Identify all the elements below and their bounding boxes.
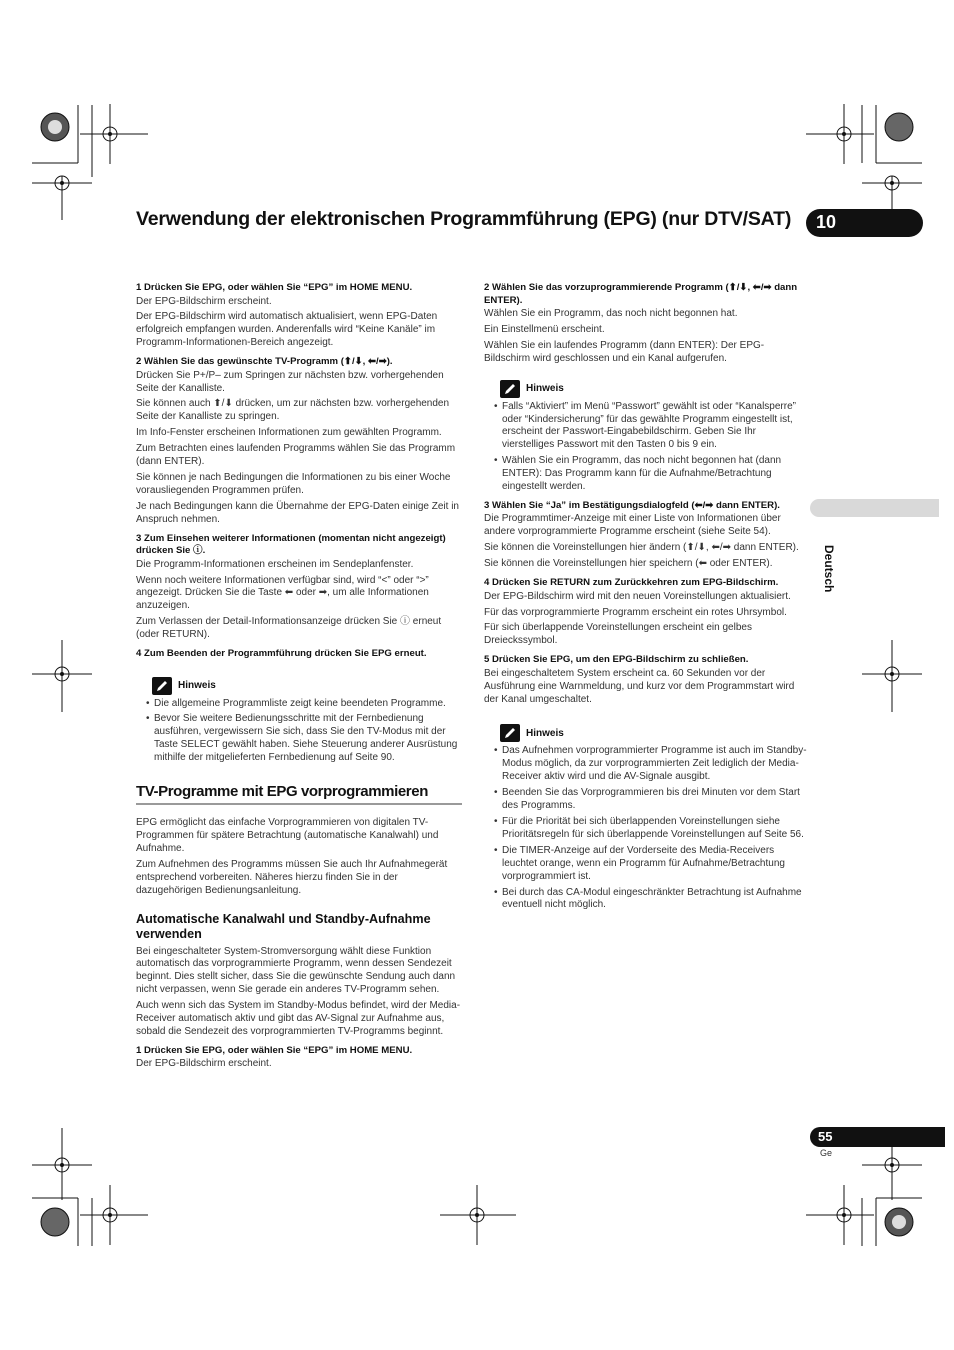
paragraph: Wählen Sie ein laufendes Programm (dann ENTER): Der EPG-Bildschirm wird geschlossen und ein Kanal aufgerufen. [484, 339, 765, 364]
paragraph: Wählen Sie ein Programm, das noch nicht begonnen hat. [484, 308, 738, 319]
section-title: TV-Programme mit EPG vorprogrammieren [136, 783, 462, 805]
paragraph: Der EPG-Bildschirm wird automatisch aktualisiert, wenn EPG-Daten erfolgreich empfangen wurden. Anderenfalls wird “Keine Kanäle” im Programm-Informationen-Bereich angezeigt. [136, 311, 438, 349]
step-2-right: 2 Wählen Sie das vorzuprogrammierende Programm (⬆/⬇, ⬅/➡ dann ENTER). [484, 282, 798, 306]
language-label: Deutsch [822, 545, 836, 593]
page-number-badge [810, 1127, 945, 1147]
hint-item: • Die TIMER-Anzeige auf der Vorderseite des Media-Receivers leuchtet orange, wenn ein Programm für Aufnahme/Betrachtung vorprogrammiert ist. [484, 845, 807, 884]
pencil-note-icon [152, 677, 172, 695]
hint-item: • Für die Priorität bei sich überlappenden Voreinstellungen siehe Prioritätsregeln für sich überlappende Voreinstellungen auf Seite 56. [484, 816, 807, 842]
paragraph: Auch wenn sich das System im Standby-Modus befindet, wird der Media-Receiver automatisch aktiv und gibt das AV-Signal zur Aufnahme aus, sobald die Sendezeit des vorprogrammierten TV-Programms beginnt. [136, 1000, 461, 1037]
step-4-right: 4 Drücken Sie RETURN zum Zurückkehren zum EPG-Bildschirm. [484, 577, 779, 589]
left-column [136, 282, 462, 1074]
paragraph: Zum Verlassen der Detail-Informationsanzeige drücken Sie ⓘ erneut (oder RETURN). [136, 616, 442, 641]
hint-header [500, 380, 807, 398]
step-5-right: 5 Drücken Sie EPG, um den EPG-Bildschirm zu schließen. [484, 654, 749, 666]
step-1: 1 Drücken Sie EPG, oder wählen Sie “EPG” im HOME MENU. [136, 282, 413, 293]
paragraph: Sie können die Voreinstellungen hier ändern (⬆/⬇, ⬅/➡ dann ENTER). [484, 542, 799, 554]
paragraph: Je nach Bedingungen kann die Übernahme der EPG-Daten einige Zeit in Anspruch nehmen. [136, 500, 459, 525]
hint-item: • Wählen Sie ein Programm, das noch nicht begonnen hat (dann ENTER): Das Programm kann für die Aufnahme/Betrachtung eingestellt werden. [484, 455, 807, 494]
paragraph: Ein Einstellmenü erscheint. [484, 323, 605, 335]
hint-label: Hinweis [526, 727, 564, 739]
paragraph: Wenn noch weitere Informationen verfügbar sind, wird “<” oder “>” angezeigt. Drücken Sie die Taste ⬅ oder ➡, um alle Informationen anzuzeigen. [136, 574, 429, 612]
paragraph: Für sich überlappende Voreinstellungen erscheint ein gelbes Dreieckssymbol. [484, 622, 752, 647]
hint-item: • Falls “Aktiviert” im Menü “Passwort” gewählt ist oder “Kanalsperre” oder “Kindersicherung” für das gewählte Programm eingestellt ist, erscheint der Passwort-Eingabebildschirm. Geben Sie Ihr vierstelliges Passwort mit den Tasten 0 bis 9 ein. [484, 401, 807, 453]
paragraph: Der EPG-Bildschirm wird mit den neuen Voreinstellungen aktualisiert. [484, 590, 791, 602]
hint-item: • Bevor Sie weitere Bedienungsschritte mit der Fernbedienung ausführen, vergewissern Sie sich, dass Sie den TV-Modus mit der Taste SELECT gewählt haben. Siehe Steuerung anderer Ausrüstung mithilfe der mitgelieferten Fernbedienung auf Seite 90. [136, 713, 462, 765]
paragraph: Die Programmtimer-Anzeige mit einer Liste von Informationen über andere vorprogrammierte Programme erscheint (siehe Seite 54). [484, 513, 781, 538]
header-title: Verwendung der elektronischen Programmführung (EPG) (nur DTV/SAT) [136, 208, 792, 230]
hint-label: Hinweis [526, 383, 564, 395]
chapter-badge [806, 209, 923, 237]
paragraph: Drücken Sie P+/P– zum Springen zur nächsten bzw. vorhergehenden Seite der Kanalliste. [136, 369, 444, 394]
paragraph: Bei eingeschaltetem System erscheint ca. 60 Sekunden vor der Ausführung eine Warnmeldung, und kurz vor dem Programmstart wird der Kanal umgeschaltet. [484, 667, 795, 705]
paragraph: Der EPG-Bildschirm erscheint. [136, 295, 272, 307]
hint-header [152, 677, 462, 695]
paragraph: Die Programm-Informationen erscheinen im Sendeplanfenster. [136, 558, 414, 570]
step-1b: 1 Drücken Sie EPG, oder wählen Sie “EPG” im HOME MENU. [136, 1044, 413, 1056]
step-3-right: 3 Wählen Sie “Ja” im Bestätigungsdialogfeld (⬅/➡ dann ENTER). [484, 499, 780, 511]
page-number: 55 [818, 1129, 833, 1144]
paragraph: Sie können je nach Bedingungen die Informationen zu bis einer Woche vorausliegenden Programmen prüfen. [136, 471, 451, 496]
paragraph: Zum Betrachten eines laufenden Programms wählen Sie das Programm (dann ENTER). [136, 443, 456, 468]
hint-header [500, 724, 807, 742]
right-column [484, 282, 807, 915]
paragraph: Zum Aufnehmen des Programms müssen Sie auch Ihr Aufnahmegerät entsprechend vorbereiten. Näheres hierzu finden Sie in der dazugehörigen Bedienungsanleitung. [136, 858, 448, 896]
pencil-note-icon [500, 380, 520, 398]
hint-item: • Die allgemeine Programmliste zeigt keine beendeten Programme. [136, 698, 462, 711]
paragraph: Im Info-Fenster erscheinen Informationen zum gewählten Programm. [136, 427, 442, 439]
paragraph: Bei eingeschalteter System-Stromversorgung wählt diese Funktion automatisch das vorprogrammierte Programm, wenn dessen Sendezeit beginnt. Dies stellt sicher, dass Sie die gewünschte Sendung auch dann nicht verpassen, wenn Sie gerade ein anderes TV-Programm sehen. [136, 945, 456, 996]
step-3: 3 Zum Einsehen weiterer Informationen (momentan nicht angezeigt) drücken Sie ⓘ. [136, 532, 446, 557]
hint-item: • Bei durch das CA-Modul eingeschränkter Betrachtung ist Aufnahme eventuell nicht möglich. [484, 887, 807, 913]
language-code: Ge [820, 1148, 833, 1158]
step-2: 2 Wählen Sie das gewünschte TV-Programm (⬆/⬇, ⬅/➡). [136, 356, 393, 368]
pencil-note-icon [500, 724, 520, 742]
hint-label: Hinweis [178, 680, 216, 692]
paragraph: Der EPG-Bildschirm erscheint. [136, 1058, 272, 1070]
paragraph: Sie können die Voreinstellungen hier speichern (⬅ oder ENTER). [484, 558, 773, 570]
chapter-number: 10 [816, 212, 837, 232]
paragraph: EPG ermöglicht das einfache Vorprogrammieren von digitalen TV-Programmen für spätere Betrachtung (automatische Kanalwahl) und Aufnahme. [136, 817, 439, 854]
hint-item: • Das Aufnehmen vorprogrammierter Programme ist auch im Standby-Modus möglich, da zur vorprogrammierten Zeit lediglich der Media-Receiver aktiv wird und die AV-Signale ausgibt. [484, 745, 807, 784]
paragraph: Für das vorprogrammierte Programm erscheint ein rotes Uhrsymbol. [484, 606, 787, 618]
paragraph: Sie können auch ⬆/⬇ drücken, um zur nächsten bzw. vorhergehenden Seite der Kanalliste zu springen. [136, 398, 450, 423]
step-4: 4 Zum Beenden der Programmführung drücken Sie EPG erneut. [136, 648, 427, 660]
subsection-title: Automatische Kanalwahl und Standby-Aufnahme verwenden [136, 911, 431, 941]
hint-item: • Beenden Sie das Vorprogrammieren bis drei Minuten vor dem Start des Programms. [484, 787, 807, 813]
language-side-tab [810, 499, 939, 517]
